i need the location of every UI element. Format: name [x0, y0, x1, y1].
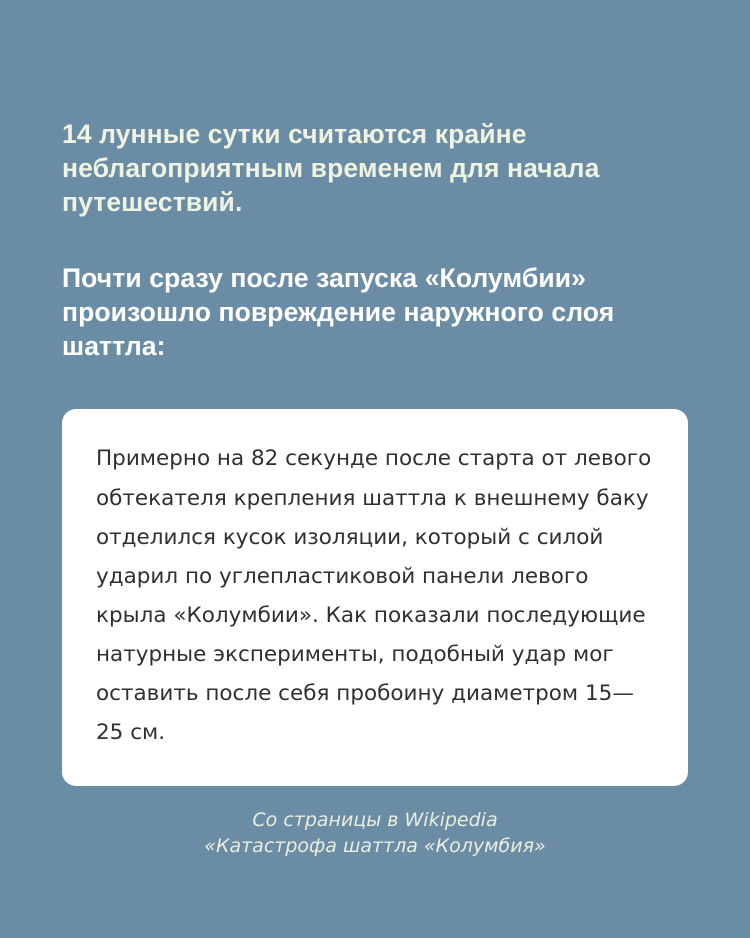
quote-text: Примерно на 82 секунде после старта от левого обтекателя крепления шаттла к внешнему баку отделился кусок изоляции, который с силой ударил по углепластиковой панели левого крыла «Колумбии». Как показали последующие натурные эксперименты, подобный удар мог оставить после себя пробоину диаметром 15—25 см.	[96, 446, 652, 746]
quote-card	[62, 409, 688, 786]
heading-primary: 14 лунные сутки считаются крайне неблагоприятным временем для начала путешествий.	[62, 119, 600, 217]
source-caption	[62, 808, 688, 859]
slide-content	[62, 118, 688, 860]
heading-secondary: Почти сразу после запуска «Колумбии» произошло повреждение наружного слоя шаттла:	[62, 262, 615, 361]
source-caption-line-2: «Катастрофа шаттла «Колумбия»	[204, 835, 546, 858]
source-caption-line-1: Со страницы в Wikipedia	[252, 809, 498, 832]
